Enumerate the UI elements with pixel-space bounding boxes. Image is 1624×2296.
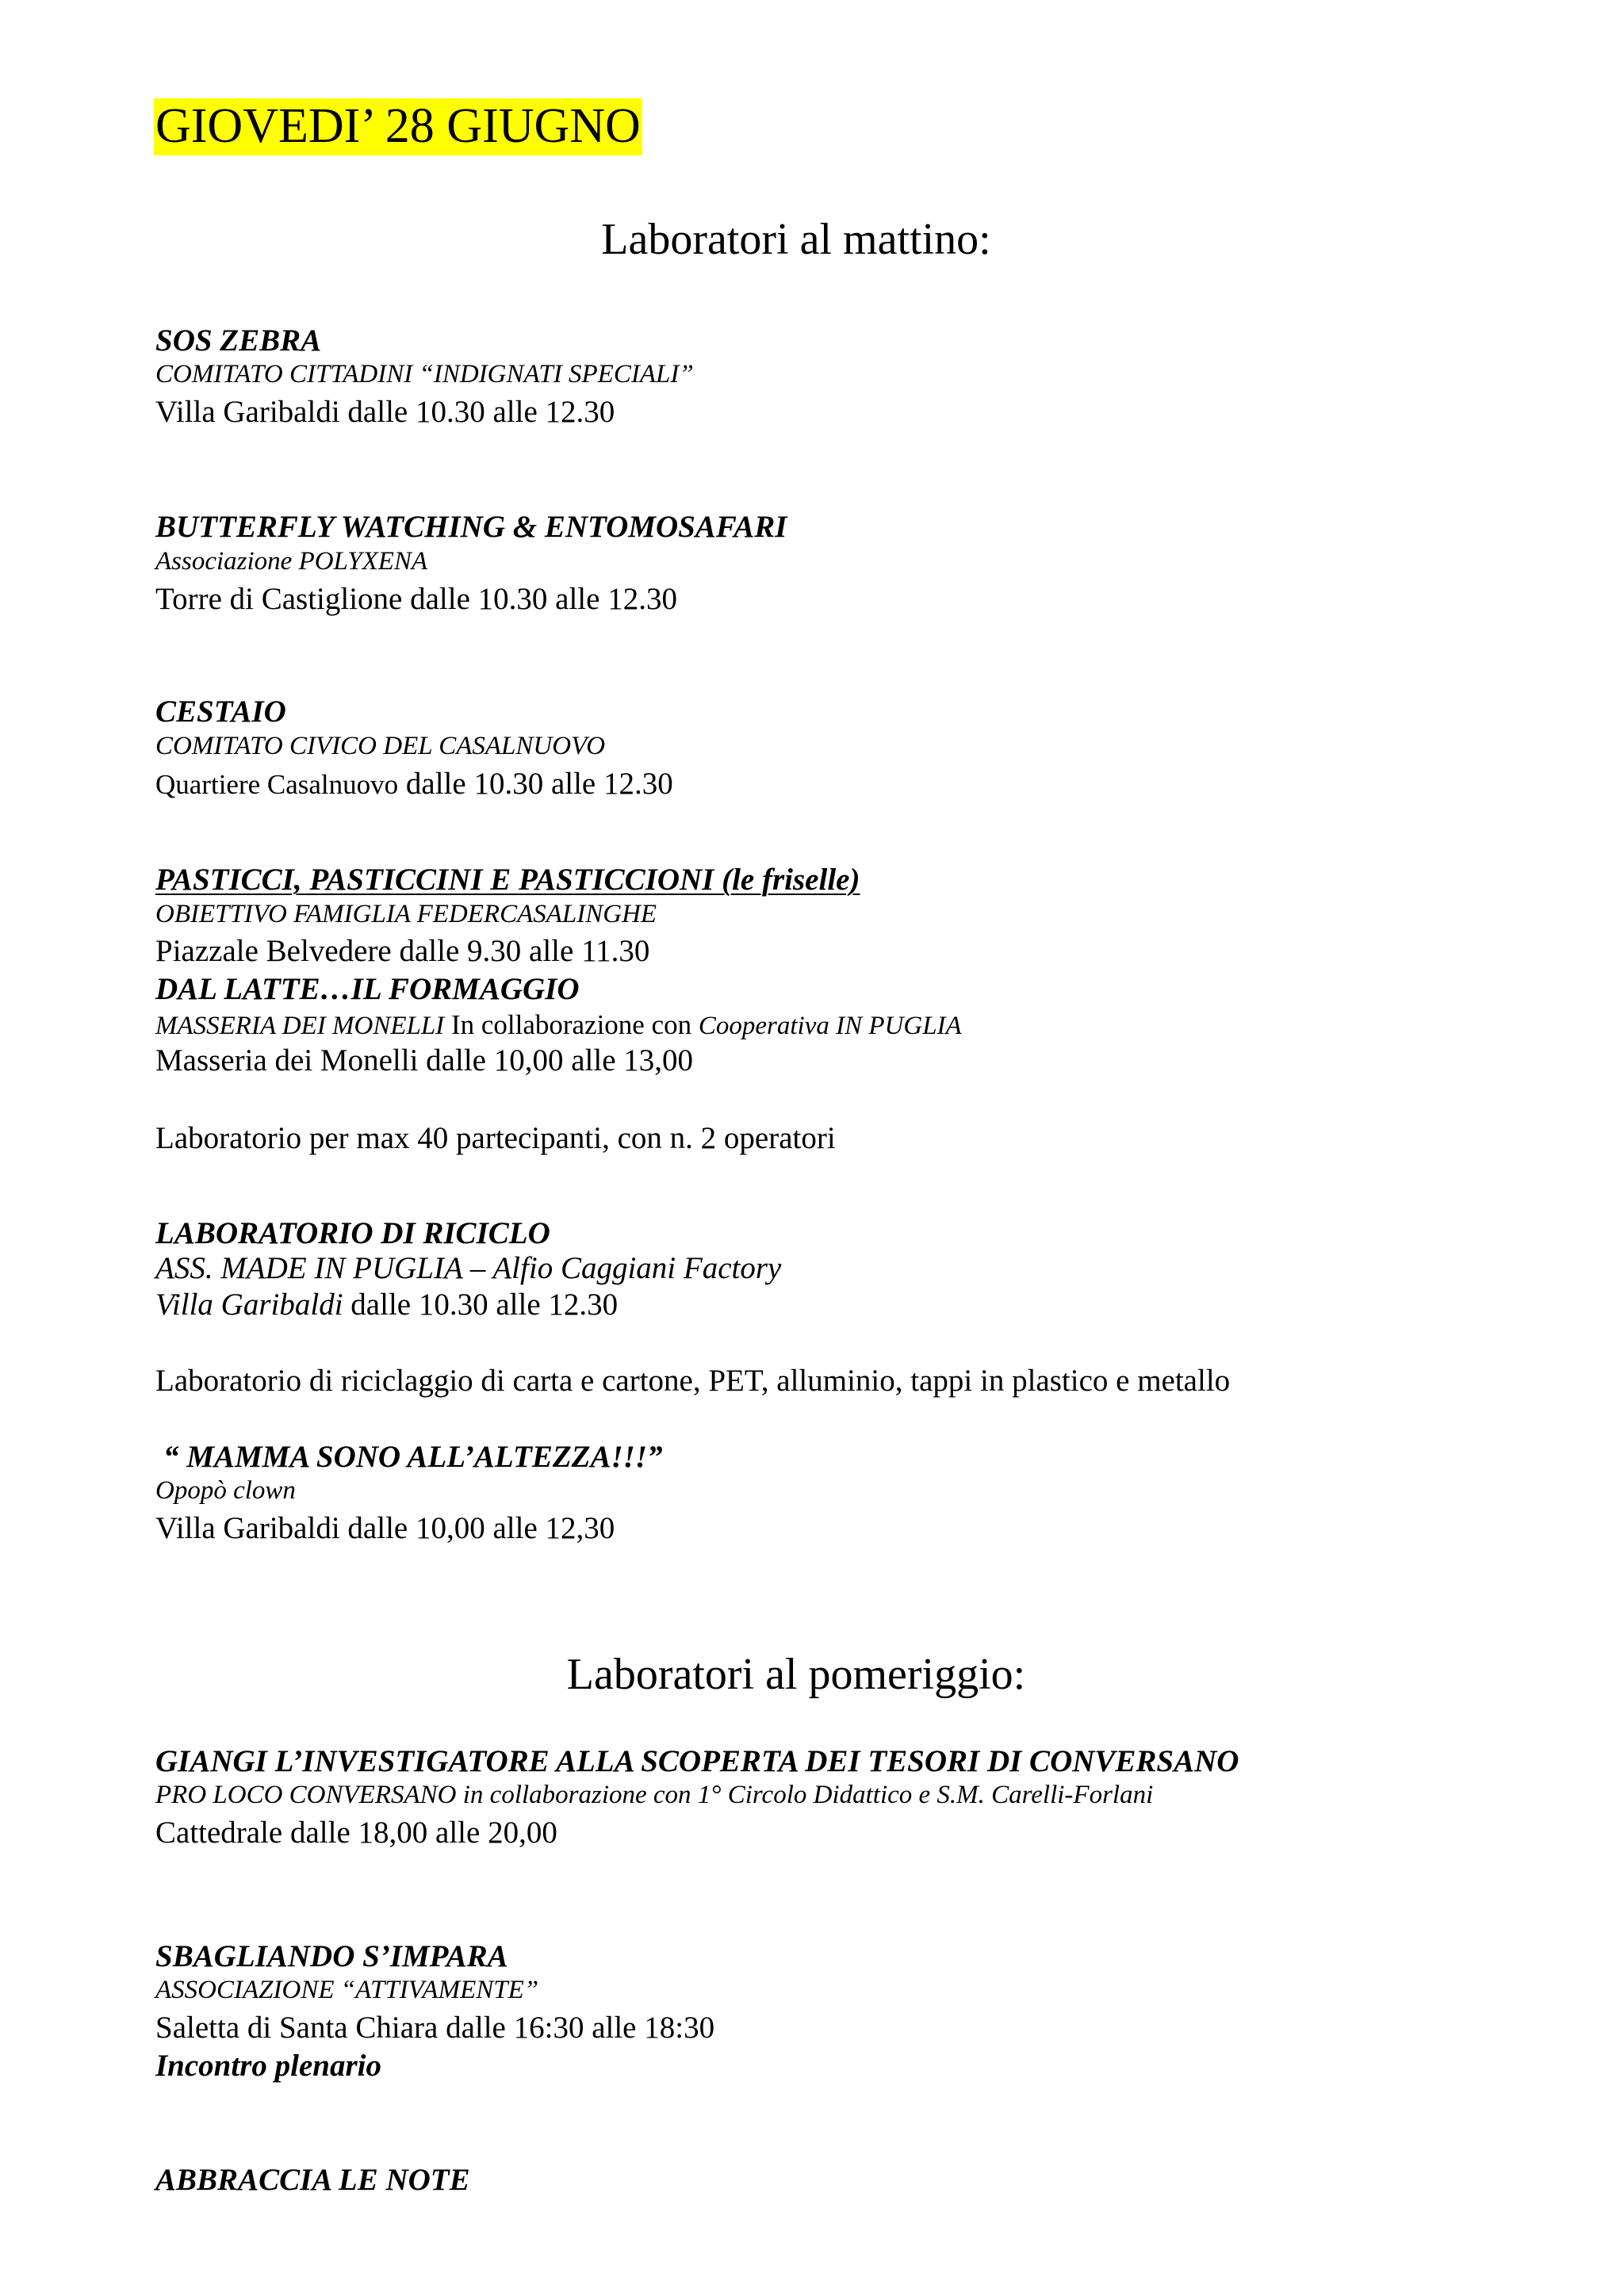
mamma-title: “ MAMMA SONO ALL’ALTEZZA!!!”: [163, 1440, 663, 1474]
butterfly-org: Associazione POLYXENA: [155, 547, 428, 576]
riciclo-place-area: Villa Garibaldi: [155, 1288, 343, 1322]
latte-org-collab: In collaborazione con: [444, 1009, 699, 1040]
sbagliando-org: ASSOCIAZIONE “ATTIVAMENTE”: [155, 1976, 539, 2004]
cestaio-place: [155, 768, 673, 799]
latte-org-name: MASSERIA DEI MONELLI: [155, 1012, 445, 1040]
giangi-place: Cattedrale dalle 18,00 alle 20,00: [155, 1816, 557, 1850]
mamma-org: Opopò clown: [155, 1476, 296, 1505]
riciclo-place-time: dalle 10.30 alle 12.30: [343, 1288, 619, 1322]
cestaio-place-time: dalle 10.30 alle 12.30: [398, 767, 673, 801]
mamma-place: Villa Garibaldi dalle 10,00 alle 12,30: [155, 1511, 615, 1545]
latte-org-partner: Cooperativa IN PUGLIA: [698, 1012, 962, 1040]
riciclo-note: Laboratorio di riciclaggio di carta e cartone, PET, alluminio, tappi in plastico e metallo: [155, 1364, 1231, 1398]
latte-place: Masseria dei Monelli dalle 10,00 alle 13,00: [155, 1043, 694, 1077]
riciclo-title: LABORATORIO DI RICICLO: [155, 1216, 550, 1250]
sos-zebra-title: SOS ZEBRA: [155, 323, 322, 358]
cestaio-title: CESTAIO: [155, 695, 286, 729]
pasticci-title: PASTICCI, PASTICCINI E PASTICCIONI (le friselle): [155, 863, 860, 897]
riciclo-org: ASS. MADE IN PUGLIA – Alfio Caggiani Factory: [155, 1251, 782, 1285]
latte-note: Laboratorio per max 40 partecipanti, con n. 2 operatori: [155, 1121, 836, 1155]
giangi-org: PRO LOCO CONVERSANO in collaborazione con 1° Circolo Didattico e S.M. Carelli-Forlani: [155, 1781, 1154, 1809]
latte-org: [155, 1011, 962, 1039]
butterfly-title: BUTTERFLY WATCHING & ENTOMOSAFARI: [155, 510, 787, 544]
cestaio-place-area: Quartiere Casalnuovo: [155, 769, 399, 800]
sos-zebra-org: COMITATO CITTADINI “INDIGNATI SPECIALI”: [155, 360, 694, 388]
riciclo-place: [155, 1289, 618, 1320]
afternoon-heading: Laboratori al pomeriggio:: [566, 1650, 1026, 1699]
date-title: GIOVEDI’ 28 GIUGNO: [154, 98, 642, 155]
pasticci-place: Piazzale Belvedere dalle 9.30 alle 11.30: [155, 934, 650, 968]
sbagliando-extra: Incontro plenario: [155, 2049, 381, 2083]
abbraccia-title: ABBRACCIA LE NOTE: [155, 2163, 470, 2197]
cestaio-org: COMITATO CIVICO DEL CASALNUOVO: [155, 732, 606, 760]
sbagliando-title: SBAGLIANDO S’IMPARA: [155, 1939, 508, 1973]
butterfly-place: Torre di Castiglione dalle 10.30 alle 12.30: [155, 582, 677, 616]
latte-title: DAL LATTE…IL FORMAGGIO: [155, 972, 580, 1006]
giangi-title: GIANGI L’INVESTIGATORE ALLA SCOPERTA DEI TESORI DI CONVERSANO: [155, 1744, 1239, 1778]
morning-heading: Laboratori al mattino:: [601, 215, 991, 264]
pasticci-org: OBIETTIVO FAMIGLIA FEDERCASALINGHE: [155, 900, 657, 928]
sos-zebra-place: Villa Garibaldi dalle 10.30 alle 12.30: [155, 395, 615, 429]
sbagliando-place: Saletta di Santa Chiara dalle 16:30 alle 18:30: [155, 2011, 715, 2045]
